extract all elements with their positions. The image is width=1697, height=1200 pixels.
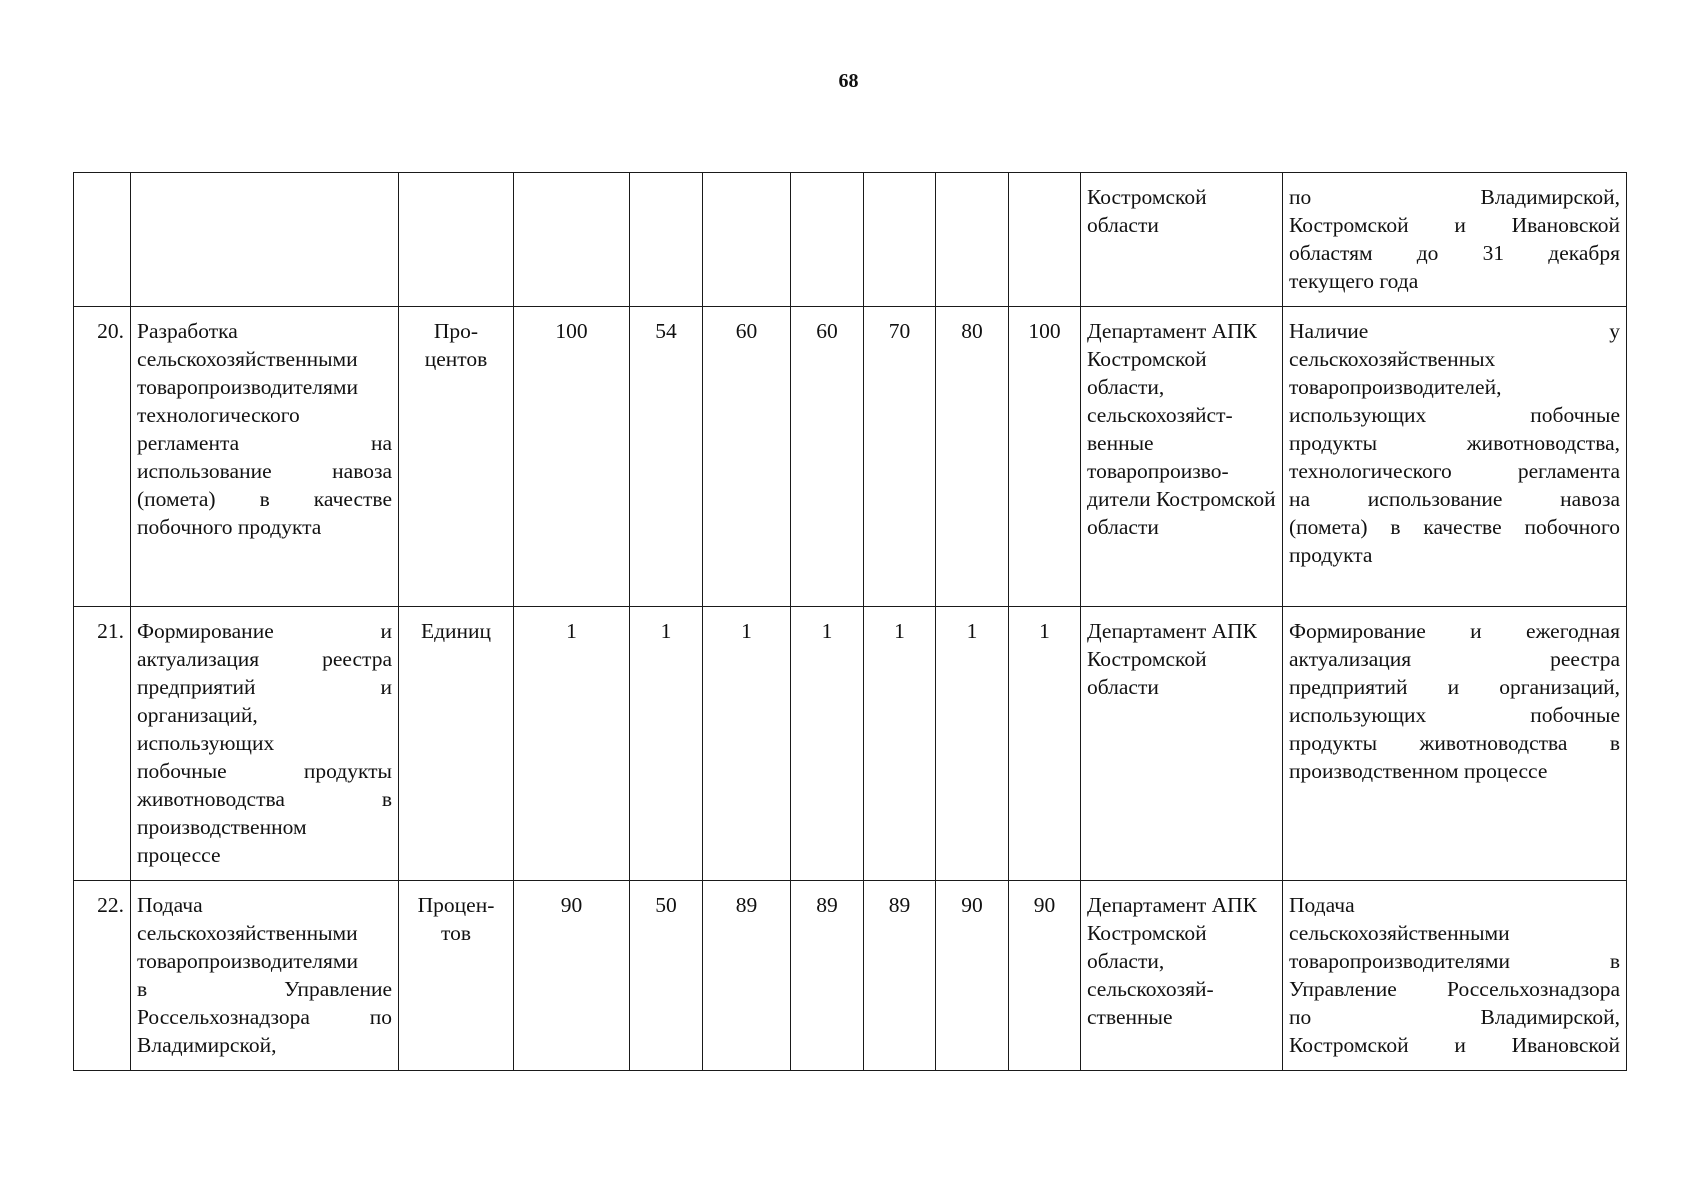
value-cell: 1 [864,607,936,881]
unit-line: Процен- [417,893,495,917]
indicator-name-cell [131,881,399,1071]
table-body [74,173,1627,1071]
result-line: Подача [1289,893,1355,917]
result-line: Костромской и Ивановской [1289,1033,1620,1057]
indicator-name-line: процессе [137,843,221,867]
row-number-cell: 21. [74,607,131,881]
indicator-name-cell [131,173,399,307]
value-cell: 90 [514,881,630,1071]
unit-line: тов [440,921,471,945]
result-line: предприятий и организаций, [1289,675,1620,699]
row-number-cell [74,173,131,307]
value-cell: 1 [936,607,1009,881]
unit-cell [399,607,514,881]
result-line: продукта [1289,543,1373,567]
indicator-name-line: технологического [137,403,300,427]
result-line: товаропроизводителями в [1289,949,1620,973]
value-cell: 100 [514,307,630,607]
indicator-name-cell [131,607,399,881]
indicator-name-line: животноводства в [137,787,392,811]
table-row [74,881,1627,1071]
result-line: Костромской и Ивановской [1289,213,1620,237]
value-cell: 89 [864,881,936,1071]
indicator-name-line: актуализация реестра [137,647,392,671]
result-line: сельскохозяйственными [1289,921,1510,945]
result-line: продукты животноводства, [1289,431,1620,455]
value-cell [514,173,630,307]
result-line: на использование навоза [1289,487,1620,511]
value-cell: 1 [514,607,630,881]
result-line: Формирование и ежегодная [1289,619,1620,643]
result-line: текущего года [1289,269,1419,293]
result-line: использующих побочные [1289,703,1620,727]
result-line: продукты животноводства в [1289,731,1620,755]
result-line: Наличие у [1289,319,1620,343]
indicator-name-line: в Управление [137,977,392,1001]
value-cell: 54 [630,307,703,607]
indicator-name-line: Формирование и [137,619,392,643]
indicator-name-line: товаропроизводителями [137,375,359,399]
result-line: по Владимирской, [1289,1005,1620,1029]
result-cell [1283,307,1627,607]
result-line: технологического регламента [1289,459,1620,483]
value-cell: 100 [1009,307,1081,607]
value-cell: 89 [703,881,791,1071]
indicator-name-line: сельскохозяйственными [137,921,358,945]
indicators-table [73,172,1627,1071]
result-line: по Владимирской, [1289,185,1620,209]
executor-cell: Костромской области [1081,173,1283,307]
indicator-name-line: сельскохозяйственными [137,347,358,371]
value-cell: 90 [1009,881,1081,1071]
indicator-name-line: товаропроизводителями [137,949,359,973]
executor-cell: Департамент АПК Костромской области, сельскохозяй-ственные [1081,881,1283,1071]
result-cell [1283,173,1627,307]
table-row [74,173,1627,307]
indicator-name-line: Россельхознадзора по [137,1005,392,1029]
indicator-name-line: использование навоза [137,459,392,483]
value-cell: 89 [791,881,864,1071]
result-cell [1283,881,1627,1071]
value-cell: 80 [936,307,1009,607]
indicator-name-line: регламента на [137,431,392,455]
result-line: актуализация реестра [1289,647,1620,671]
value-cell: 60 [703,307,791,607]
table-row [74,307,1627,607]
unit-line: Про- [433,319,479,343]
indicator-name-line: (помета) в качестве [137,487,392,511]
indicator-name-line: Разработка [137,319,238,343]
unit-cell [399,173,514,307]
result-line: сельскохозяйственных [1289,347,1496,371]
value-cell: 90 [936,881,1009,1071]
value-cell: 70 [864,307,936,607]
executor-cell: Департамент АПК Костромской области, сельскохозяйст-венные товаропроизво-дители Костромской области [1081,307,1283,607]
value-cell: 1 [1009,607,1081,881]
value-cell [936,173,1009,307]
unit-cell [399,307,514,607]
unit-cell [399,881,514,1071]
indicator-name-line: побочного продукта [137,515,322,539]
result-line: товаропроизводителей, [1289,375,1502,399]
row-number-cell: 20. [74,307,131,607]
indicator-name-line: организаций, [137,703,258,727]
value-cell: 60 [791,307,864,607]
table-row [74,607,1627,881]
value-cell: 50 [630,881,703,1071]
indicator-name-line: предприятий и [137,675,392,699]
value-cell [791,173,864,307]
unit-line: центов [424,347,488,371]
value-cell [703,173,791,307]
result-line: Управление Россельхознадзора [1289,977,1620,1001]
value-cell: 1 [703,607,791,881]
indicator-name-line: производственном [137,815,307,839]
indicator-name-cell [131,307,399,607]
page-number: 68 [838,70,859,92]
result-line: использующих побочные [1289,403,1620,427]
executor-cell: Департамент АПК Костромской области [1081,607,1283,881]
indicator-name-line: Владимирской, [137,1033,277,1057]
row-number-cell: 22. [74,881,131,1071]
value-cell: 1 [630,607,703,881]
result-line: (помета) в качестве побочного [1289,515,1620,539]
indicator-name-line: Подача [137,893,203,917]
unit-line: Единиц [420,619,492,643]
result-line: областям до 31 декабря [1289,241,1620,265]
indicator-name-line: использующих [137,731,275,755]
result-cell [1283,607,1627,881]
indicator-name-line: побочные продукты [137,759,392,783]
value-cell [1009,173,1081,307]
result-line: производственном процессе [1289,759,1548,783]
value-cell [864,173,936,307]
value-cell: 1 [791,607,864,881]
value-cell [630,173,703,307]
